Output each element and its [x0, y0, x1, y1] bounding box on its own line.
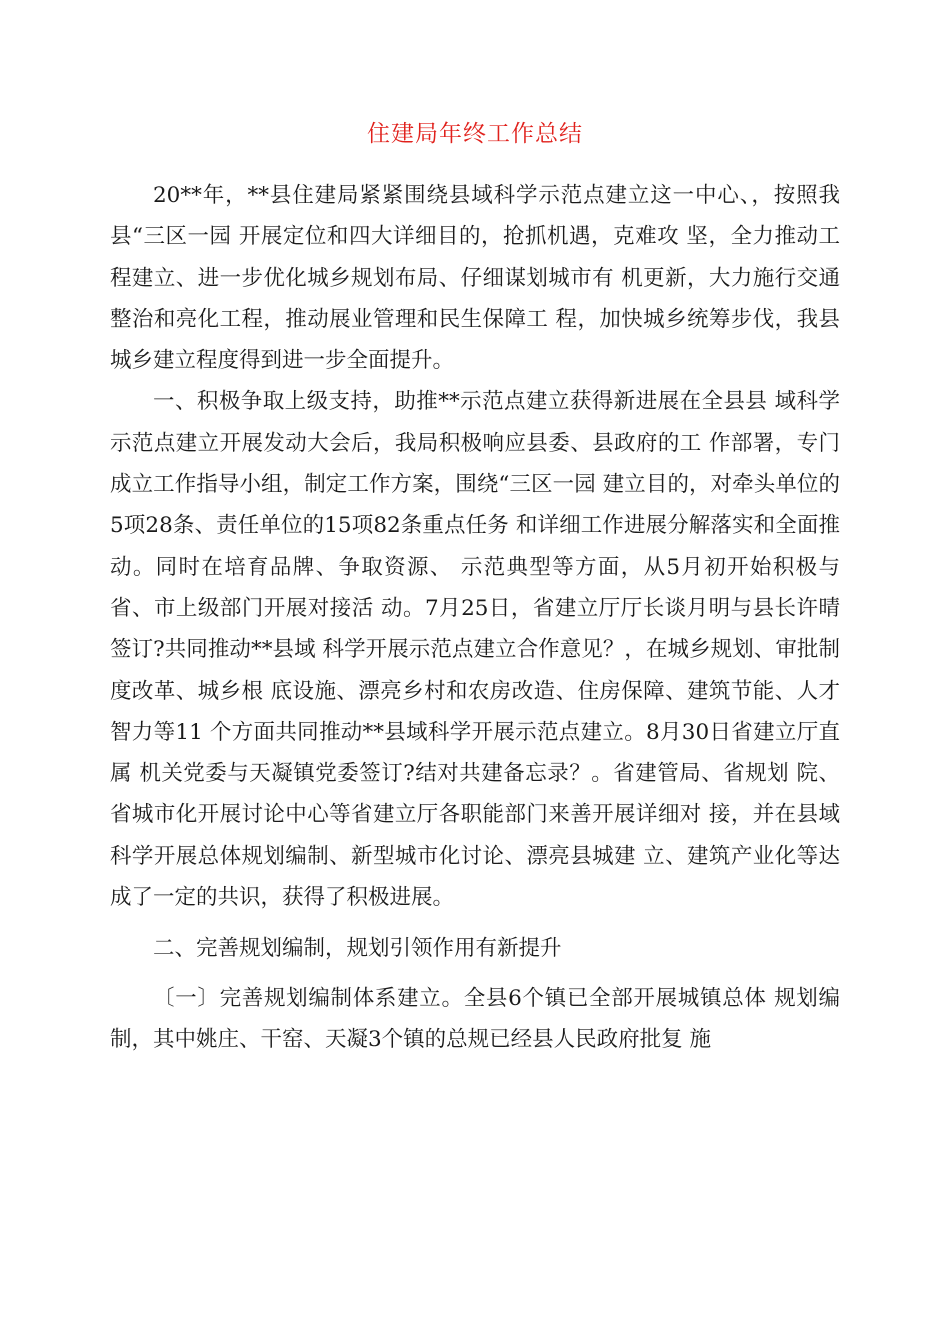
intro-paragraph: 20**年，**县住建局紧紧围绕县域科学示范点建立这一中心、，按照我县“三区一园 开展定位和四大详细目的，抢抓机遇，克难攻 坚，全力推动工程建立、进一步优化城乡规划布局、仔细谋划城市有 机更新，大力施行交通整治和亮化工程，推动展业管理和民生保障工 程，加快城乡统筹步伐，我县城乡建立程度得到进一步全面提升。 — [110, 183, 840, 374]
subsection-one-paragraph: 〔一〕完善规划编制体系建立。全县6个镇已全部开展城镇总体 规划编制，其中姚庄、干窑、天凝3个镇的总规已经县人民政府批复 施 — [110, 985, 840, 1052]
section-two-heading: 二、完善规划编制，规划引领作用有新提升 — [153, 936, 562, 962]
document-title: 住建局年终工作总结 — [367, 121, 583, 147]
section-one-paragraph: 一、积极争取上级支持，助推**示范点建立获得新进展在全县县 域科学示范点建立开展发动大会后，我局积极响应县委、县政府的工 作部署，专门成立工作指导小组，制定工作方案，围绕“三区一园 建立目的，对牵头单位的5项28条、责任单位的15项82条重点任务 和详细工作进展分解落实和全面推动。同时在培育品牌、争取资源、 示范典型等方面，从5月初开始积极与省、市上级部门开展对接活 动。7月25日，省建立厅厅长谈月明与县长许晴签订?共同推动**县域 科学开展示范点建立合作意见？，在城乡规划、审批制度改革、城乡根 底设施、漂亮乡村和农房改造、住房保障、建筑节能、人才智力等11 个方面共同推动**县域科学开展示范点建立。8月30日省建立厅直属 机关党委与天凝镇党委签订?结对共建备忘录？。省建管局、省规划 院、省城市化开展讨论中心等省建立厅各职能部门来善开展详细对 接，并在县域科学开展总体规划编制、新型城市化讨论、漂亮县城建 立、建筑产业化等达成了一定的共识，获得了积极进展。 — [110, 389, 840, 911]
document-body — [110, 175, 840, 1060]
